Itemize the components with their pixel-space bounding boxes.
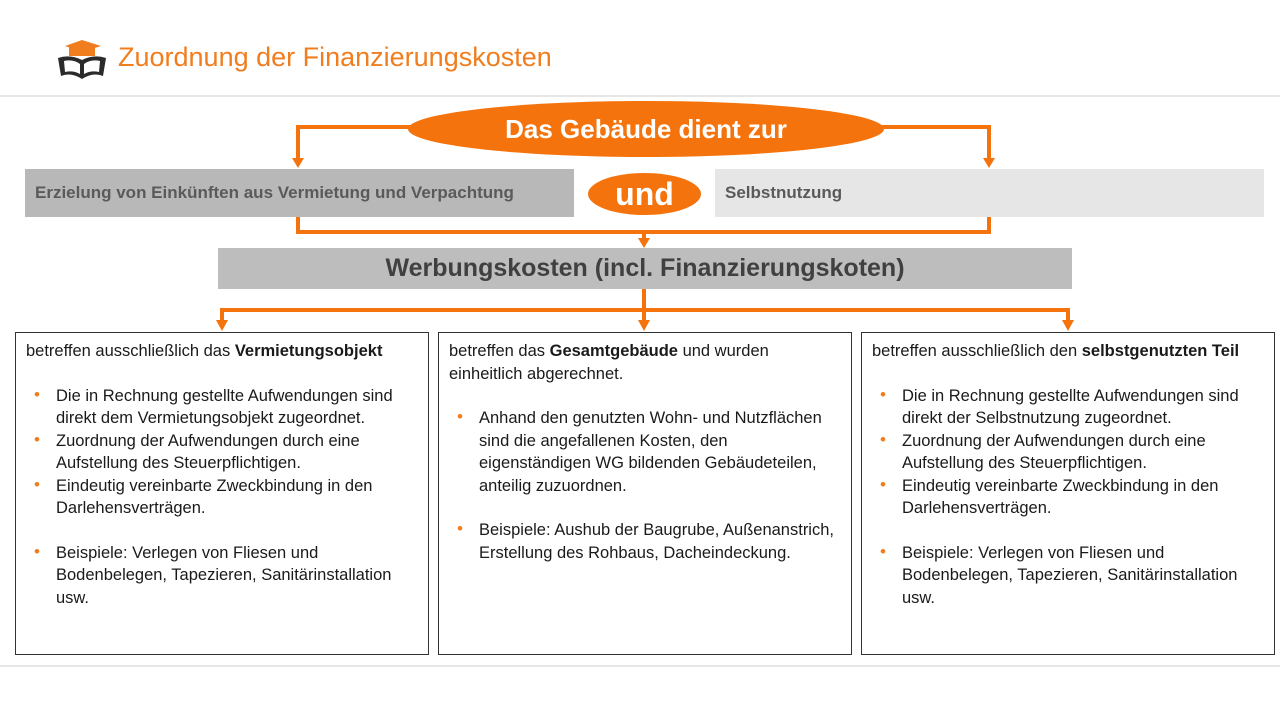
und-connector: und (588, 173, 701, 215)
page-title: Zuordnung der Finanzierungskosten (118, 42, 552, 72)
list-item: • Beispiele: Aushub der Baugrube, Außenanstrich, Erstellung des Rohbaus, Dacheindeckung. (449, 519, 841, 564)
column-intro-bold: Vermietungsobjekt (234, 342, 383, 360)
column-intro: betreffen ausschließlich das Vermietungsobjekt (26, 342, 383, 360)
whole-building-column (438, 332, 852, 655)
bullet-list (872, 385, 1264, 610)
list-item: • Eindeutig vereinbarte Zweckbindung in den Darlehensverträgen. (26, 475, 418, 520)
list-item: • Beispiele: Verlegen von Fliesen und Bodenbelegen, Tapezieren, Sanitärinstallation usw. (872, 542, 1264, 610)
list-item: • Die in Rechnung gestellte Aufwendungen sind direkt der Selbstnutzung zugeordnet. (872, 385, 1264, 430)
list-item: • Zuordnung der Aufwendungen durch eine Aufstellung des Steuerpflichtigen. (26, 430, 418, 475)
list-item: • Die in Rechnung gestellte Aufwendungen sind direkt dem Vermietungsobjekt zugeordnet. (26, 385, 418, 430)
rental-income-box: Erzielung von Einkünften aus Vermietung und Verpachtung (25, 169, 574, 217)
building-purpose-oval: Das Gebäude dient zur (408, 101, 884, 157)
list-item: • Eindeutig vereinbarte Zweckbindung in den Darlehensverträgen. (872, 475, 1264, 520)
self-used-column (861, 332, 1275, 655)
rental-object-column (15, 332, 429, 655)
werbungskosten-box: Werbungskosten (incl. Finanzierungskoten) (218, 248, 1072, 289)
self-use-box: Selbstnutzung (715, 169, 1264, 217)
list-item: • Beispiele: Verlegen von Fliesen und Bodenbelegen, Tapezieren, Sanitärinstallation usw. (26, 542, 418, 610)
column-intro: betreffen ausschließlich den selbstgenutzten Teil (872, 342, 1240, 360)
bullet-list (26, 385, 418, 610)
column-intro-bold: Gesamtgebäude (549, 342, 678, 360)
column-intro: betreffen das Gesamtgebäude und wurden einheitlich abgerechnet. (449, 342, 769, 383)
column-intro-bold: selbstgenutzten Teil (1081, 342, 1240, 360)
bullet-list (449, 407, 841, 564)
list-item: • Zuordnung der Aufwendungen durch eine Aufstellung des Steuerpflichtigen. (872, 430, 1264, 475)
list-item: • Anhand den genutzten Wohn- und Nutzflächen sind die angefallenen Kosten, den eigenständigen WG bildenden Gebäudeteilen, anteilig zuzuordnen. (449, 407, 841, 497)
